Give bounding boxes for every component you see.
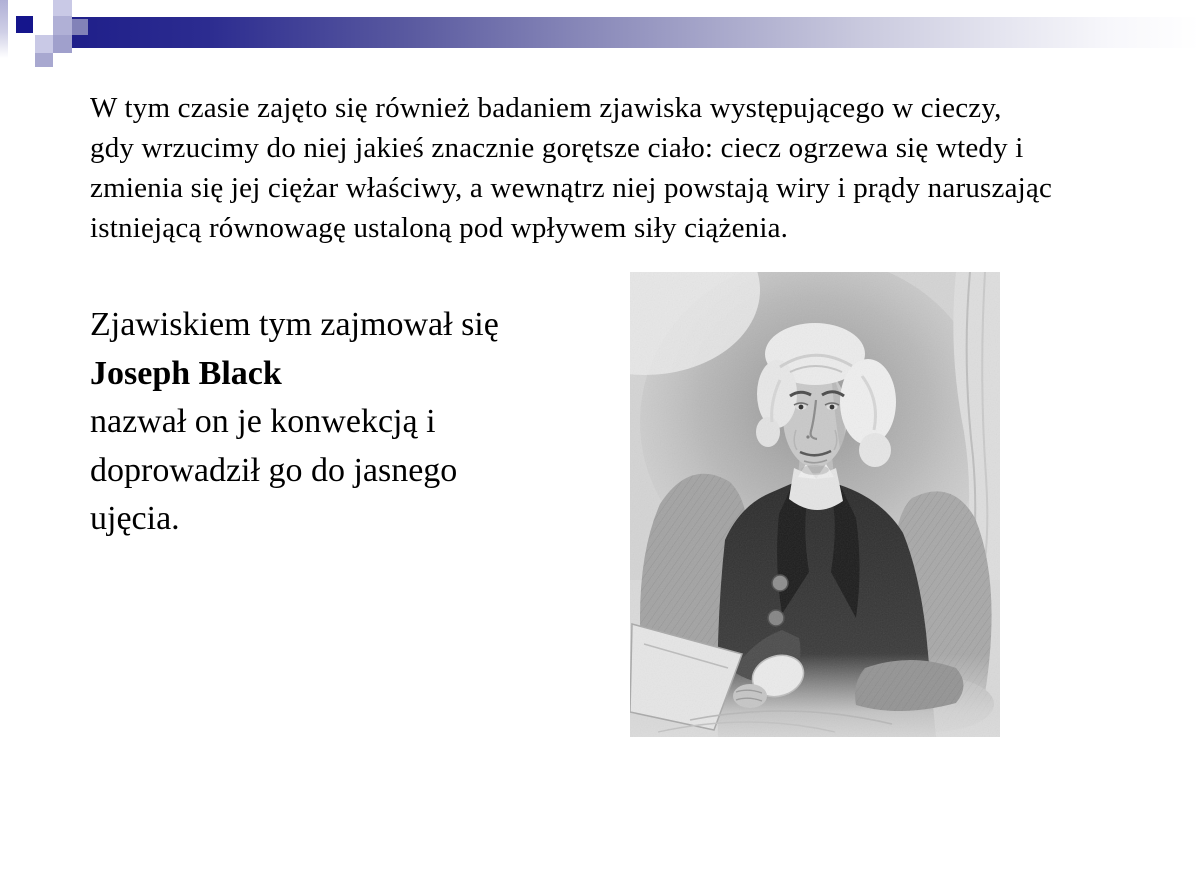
header-gradient-bar	[72, 17, 1200, 48]
decor-square-navy	[16, 16, 33, 33]
caption-line: ujęcia.	[90, 500, 180, 537]
joseph-black-portrait	[630, 272, 1000, 737]
portrait-grain-texture	[630, 272, 1000, 737]
decor-square	[53, 35, 72, 53]
decor-square	[72, 19, 88, 35]
caption-name-bold: Joseph Black	[90, 354, 282, 392]
decor-square	[35, 35, 53, 53]
decor-square	[35, 53, 53, 67]
header-left-strip	[0, 0, 8, 58]
paragraph-line: W tym czasie zajęto się również badaniem zjawiska występującego w cieczy,	[90, 92, 1002, 124]
caption-block	[90, 301, 610, 544]
paragraph-line: gdy wrzucimy do niej jakieś znacznie gorętsze ciało: ciecz ogrzewa się wtedy i	[90, 132, 1024, 164]
body-paragraph	[90, 88, 1150, 248]
paragraph-line: istniejącą równowagę ustaloną pod wpływem siły ciążenia.	[90, 212, 789, 244]
decor-square	[53, 16, 72, 35]
decor-square	[53, 0, 72, 16]
caption-line: Zjawiskiem tym zajmował się	[90, 306, 499, 343]
caption-line: doprowadził go do jasnego	[90, 451, 458, 489]
paragraph-line: zmienia się jej ciężar właściwy, a wewnątrz niej powstają wiry i prądy naruszając	[90, 172, 1053, 204]
caption-line: nazwał on je konwekcją i	[90, 403, 436, 440]
